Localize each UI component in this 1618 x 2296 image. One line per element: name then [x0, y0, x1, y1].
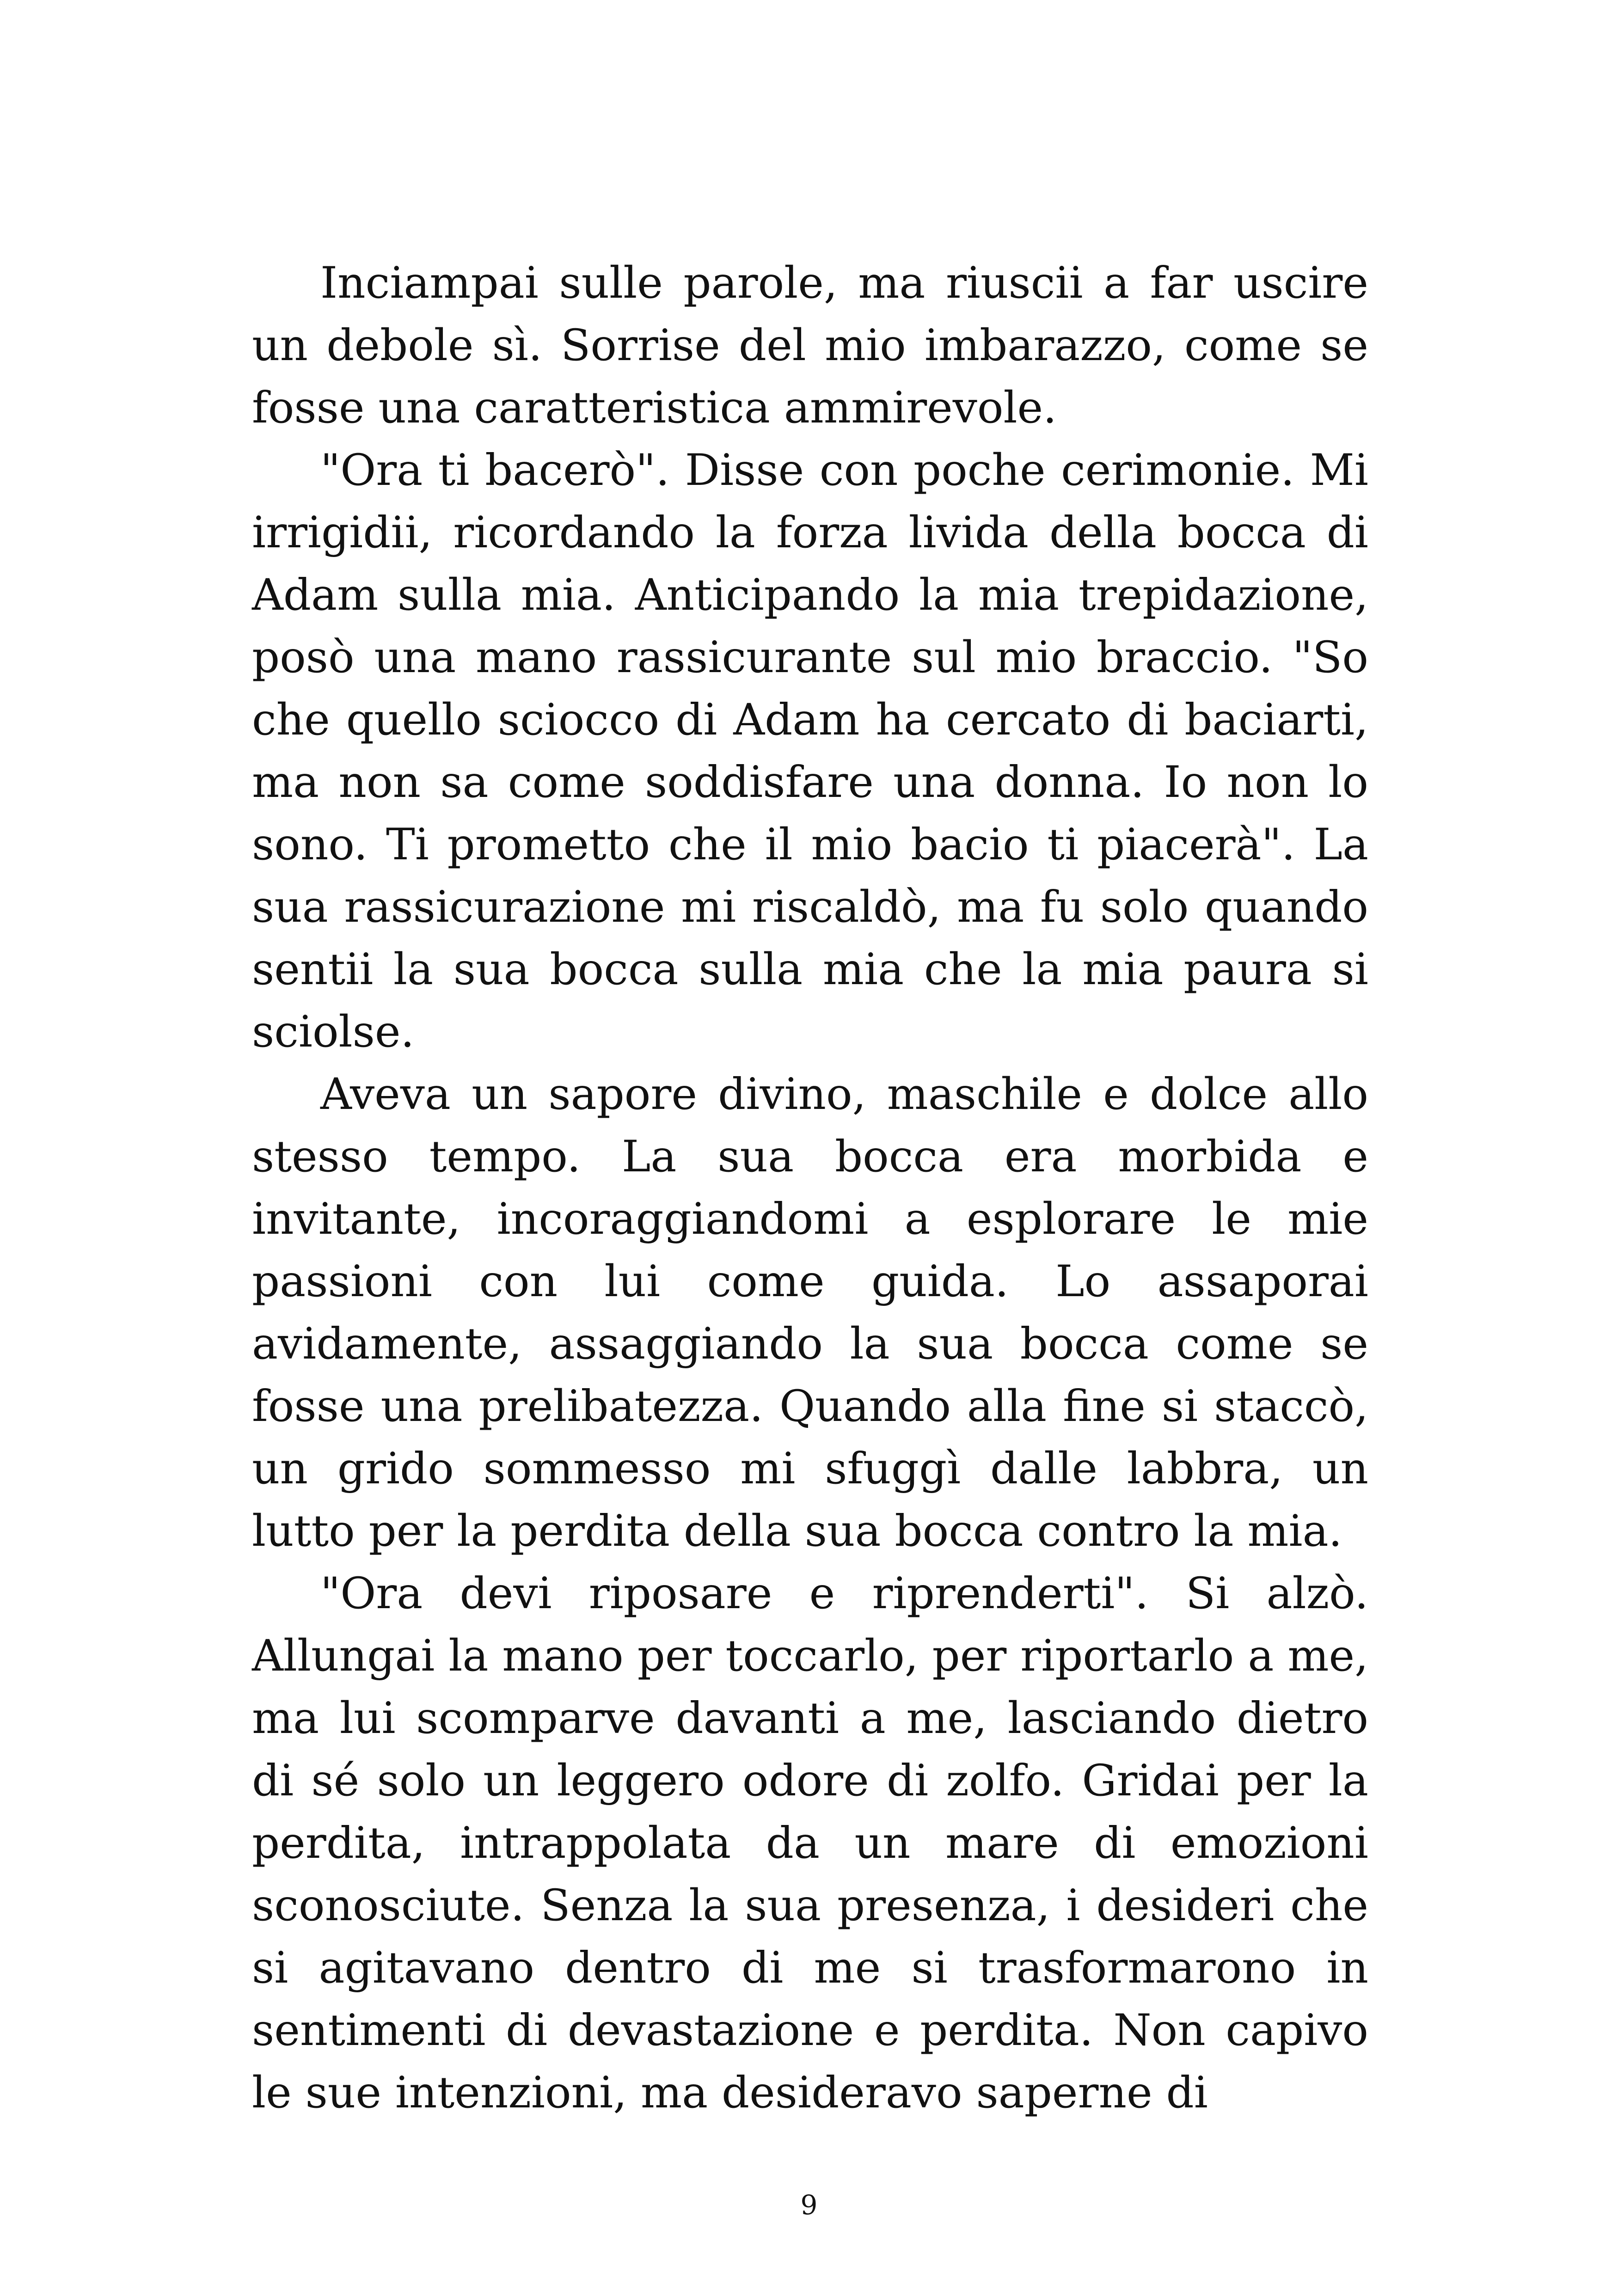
paragraph: "Ora ti bacerò". Disse con poche cerimonie. Mi irrigidii, ricordando la forza livida della bocca di Adam sulla mia. Anticipando la mia trepidazione, posò una mano rassicurante sul mio braccio. "So che quello sciocco di Adam ha cercato di baciarti, ma non sa come soddisfare una donna. Io non lo sono. Ti prometto che il mio bacio ti piacerà". La sua rassicurazione mi riscaldò, ma fu solo quando sentii la sua bocca sulla mia che la mia paura si sciolse.	[252, 445, 1368, 1057]
page-number: 9	[800, 2189, 818, 2221]
body-text	[252, 252, 1368, 2124]
paragraph: "Ora devi riposare e riprenderti". Si alzò. Allungai la mano per toccarlo, per riportarlo a me, ma lui scomparve davanti a me, lasciando dietro di sé solo un leggero odore di zolfo. Gridai per la perdita, intrappolata da un mare di emozioni sconosciute. Senza la sua presenza, i desideri che si agitavano dentro di me si trasformarono in sentimenti di devastazione e perdita. Non capivo le sue intenzioni, ma desideravo saperne di	[252, 1568, 1368, 2118]
paragraph: Aveva un sapore divino, maschile e dolce allo stesso tempo. La sua bocca era morbida e invitante, incoraggiandomi a esplorare le mie passioni con lui come guida. Lo assaporai avidamente, assaggiando la sua bocca come se fosse una prelibatezza. Quando alla fine si staccò, un grido sommesso mi sfuggì dalle labbra, un lutto per la perdita della sua bocca contro la mia.	[252, 1069, 1368, 1556]
paragraph: Inciampai sulle parole, ma riuscii a far uscire un debole sì. Sorrise del mio imbarazzo, come se fosse una caratteristica ammirevole.	[252, 258, 1368, 433]
